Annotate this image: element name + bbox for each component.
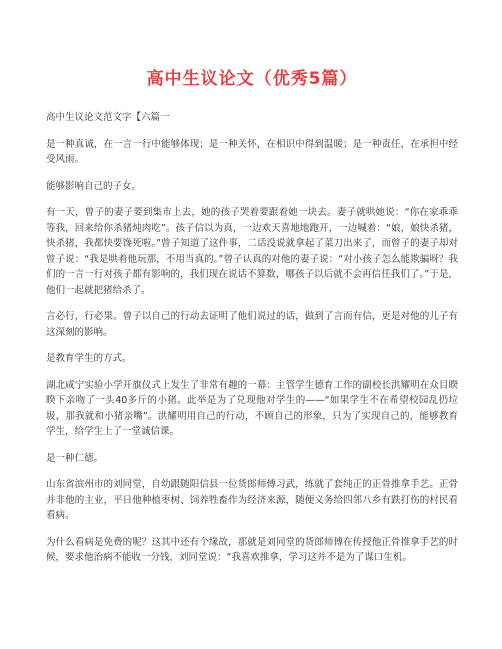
paragraph-1: 是一种真诚，在一言一行中能够体现；是一种关怀，在相识中得到温暖；是一种责任，在承担中经受风雨。	[46, 138, 458, 165]
paragraph-6: 湖北咸宁实验小学开旗仪式上发生了非常有趣的一幕：主管学生德育工作的副校长洪耀明在众目睽睽下亲吻了一头40多斤的小猪。此举是为了兑现他对学生的——“如果学生不在希望校园乱扔垃圾，那我就和小猪亲嘴”。洪耀明用自己的行动，不顾自己的形象，只为了实现自己的，能够教育学生，给学生上了一堂诚信课。	[46, 379, 458, 437]
paragraph-9: 为什么看病是免费的呢？这其中还有个缘故，那就是刘同堂的货郎师傅在传授他正骨推拿手艺的时候，要求他治病不能收一分钱，刘同堂说：“我喜欢推拿，学习这并不是为了谋口生机。	[46, 536, 458, 563]
paragraph-2: 能够影响自己的子女。	[46, 180, 142, 192]
paragraph-7: 是一种仁德。	[46, 452, 104, 464]
document-title: 高中生议论文（优秀5篇）	[146, 69, 358, 89]
paragraph-8: 山东省滨州市的刘同堂，自幼跟随阳信县一位货郎师傅习武，练就了套纯正的正骨推拿手艺。正骨并非他的主业，平日他种植枣树、饲养牲畜作为经济来源，随便义务给四邻八乡有跌打伤的村民看看病。	[46, 479, 458, 521]
paragraph-subtitle: 高中生议论文范文字【六篇一	[46, 112, 170, 123]
paragraph-5: 是教育学生的方式。	[46, 353, 132, 364]
paragraph-4: 言必行，行必果。曾子以自己的行动去证明了他们说过的话，做到了言而有信，更是对他的儿子有这深刻的影响。	[46, 311, 458, 338]
paragraph-3: 有一天，曾子的妻子要到集市上去，她的孩子哭着要跟着她一块去。妻子就哄她说：“你在家乖乖等我，回来给你杀猪炖肉吃”。孩子信以为真，一边欢天喜地地跑开，一边喊着：“娘，娘快杀猪，快杀猪，我都快要馋死啦。”曾子知道了这件事，二话没说就拿起了菜刀出来了，而曾子的妻子却对曾子说：“我是哄着他玩那，不用当真的。”曾子认真的对他的妻子说：“对小孩子怎么能欺骗呀？我们的一言一行对孩子都有影响的，我们现在说话不算数，哪孩子以后就不会再信任我们了。”于是，他们一起就把猪给杀了。	[46, 207, 458, 296]
